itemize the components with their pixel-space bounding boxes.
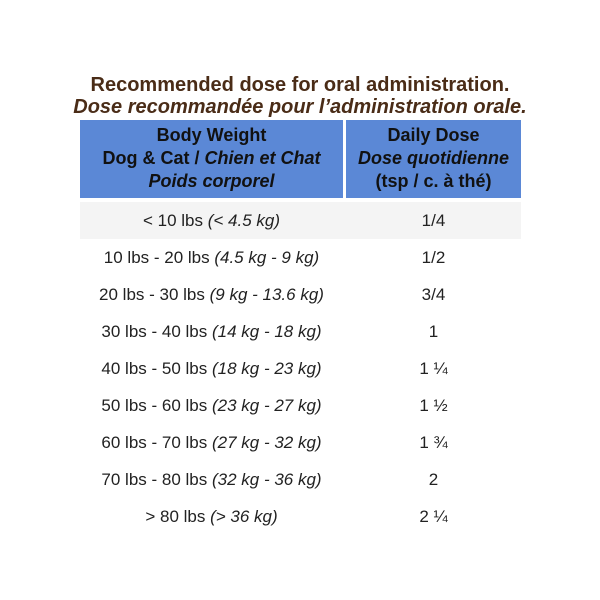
header-daily-dose <box>346 120 521 198</box>
weight-lbs: 50 lbs - 60 lbs <box>101 395 212 415</box>
table-row <box>80 202 521 239</box>
weight-lbs: 60 lbs - 70 lbs <box>101 432 212 452</box>
weight-lbs: 70 lbs - 80 lbs <box>101 469 212 489</box>
dose-table <box>80 120 521 535</box>
table-row <box>80 276 521 313</box>
weight-lbs: 30 lbs - 40 lbs <box>101 321 212 341</box>
header-dog-cat-en: Dog & Cat <box>102 148 190 168</box>
dose-cell: 1 ¾ <box>419 432 448 452</box>
table-row <box>80 498 521 535</box>
weight-cell <box>80 507 343 527</box>
table-row <box>80 387 521 424</box>
weight-cell <box>80 248 343 268</box>
weight-kg: (18 kg - 23 kg) <box>211 358 322 378</box>
title-french: Dose recommandée pour l’administration orale. <box>73 96 527 118</box>
weight-lbs: < 10 lbs <box>142 210 208 230</box>
dose-cell: 2 ¼ <box>419 506 448 526</box>
header-separator: / <box>189 148 205 168</box>
title-english: Recommended dose for oral administration. <box>90 74 510 96</box>
weight-cell <box>80 285 343 305</box>
weight-kg: (32 kg - 36 kg) <box>211 469 322 489</box>
table-row <box>80 424 521 461</box>
header-daily-dose-fr: Dose quotidienne <box>357 148 509 168</box>
page-title <box>0 74 600 118</box>
dose-cell: 1/4 <box>421 210 446 230</box>
header-body-weight <box>80 120 343 198</box>
weight-cell <box>80 211 343 231</box>
weight-kg: (27 kg - 32 kg) <box>211 432 322 452</box>
dose-cell: 3/4 <box>421 284 446 304</box>
header-body-weight-en: Body Weight <box>156 125 267 145</box>
weight-cell <box>80 470 343 490</box>
weight-cell <box>80 433 343 453</box>
dose-cell: 2 <box>428 469 439 489</box>
table-row <box>80 313 521 350</box>
table-row <box>80 239 521 276</box>
table-body <box>80 202 521 535</box>
header-daily-dose-en: Daily Dose <box>387 125 480 145</box>
header-dog-cat-fr: Chien et Chat <box>204 148 321 168</box>
weight-cell <box>80 359 343 379</box>
weight-lbs: 20 lbs - 30 lbs <box>99 284 210 304</box>
weight-lbs: 10 lbs - 20 lbs <box>103 247 215 267</box>
header-body-weight-fr: Poids corporel <box>148 171 275 191</box>
table-row <box>80 350 521 387</box>
weight-kg: (23 kg - 27 kg) <box>211 395 322 415</box>
weight-kg: (> 36 kg) <box>210 506 278 526</box>
dose-cell: 1 ¼ <box>419 358 448 378</box>
weight-kg: (4.5 kg - 9 kg) <box>214 247 320 267</box>
dose-cell: 1 <box>428 321 439 341</box>
dose-cell: 1/2 <box>421 247 446 267</box>
dose-cell: 1 ½ <box>419 395 448 415</box>
weight-lbs: 40 lbs - 50 lbs <box>101 358 212 378</box>
header-dog-cat <box>80 147 343 170</box>
weight-cell <box>80 396 343 416</box>
weight-kg: (< 4.5 kg) <box>207 210 281 230</box>
header-dose-unit: (tsp / c. à thé) <box>375 171 492 191</box>
weight-kg: (9 kg - 13.6 kg) <box>209 284 324 304</box>
weight-kg: (14 kg - 18 kg) <box>211 321 322 341</box>
table-row <box>80 461 521 498</box>
weight-lbs: > 80 lbs <box>145 506 211 526</box>
table-header <box>80 120 521 198</box>
weight-cell <box>80 322 343 342</box>
